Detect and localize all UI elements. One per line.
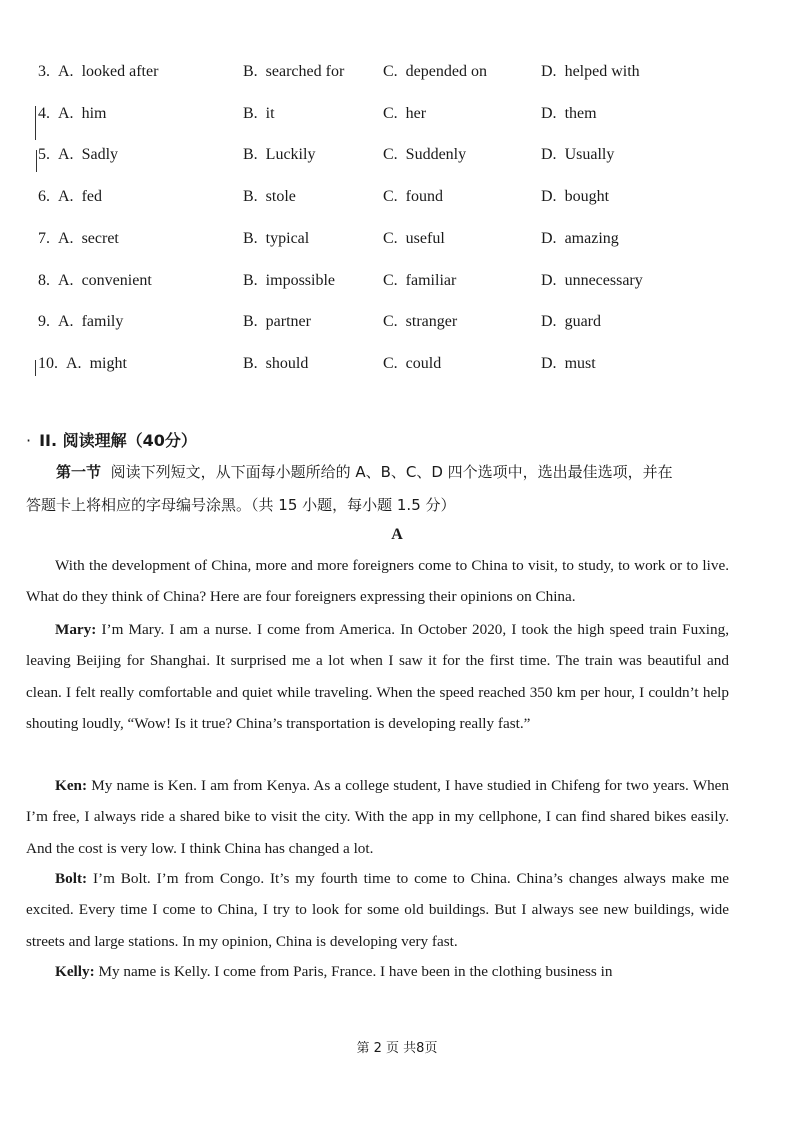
option-row xyxy=(0,230,794,258)
option-c xyxy=(383,146,466,164)
question-number: 3. xyxy=(38,63,50,80)
option-letter: C. xyxy=(383,105,398,122)
scan-mark xyxy=(36,150,37,172)
option-b xyxy=(243,63,344,81)
option-text: family xyxy=(81,313,124,330)
option-text: useful xyxy=(405,230,445,247)
option-text: searched for xyxy=(265,63,345,80)
option-letter: C. xyxy=(383,355,398,372)
option-d xyxy=(541,355,596,373)
option-d xyxy=(541,105,597,123)
option-text: might xyxy=(89,355,127,372)
option-letter: B. xyxy=(243,188,258,205)
option-c xyxy=(383,63,487,81)
option-letter: A. xyxy=(58,105,74,122)
option-letter: D. xyxy=(541,272,557,289)
option-text: convenient xyxy=(81,272,152,289)
option-letter: D. xyxy=(541,146,557,163)
option-text: should xyxy=(265,355,309,372)
option-row xyxy=(0,188,794,216)
option-a xyxy=(38,146,118,164)
option-a xyxy=(38,355,127,373)
option-letter: A. xyxy=(58,230,74,247)
option-b xyxy=(243,272,335,290)
option-a xyxy=(38,272,152,290)
option-text: Usually xyxy=(564,146,615,163)
option-text: impossible xyxy=(265,272,336,289)
speaker-paragraph-kelly xyxy=(26,956,729,987)
question-number: 4. xyxy=(38,105,50,122)
option-a xyxy=(38,313,123,331)
option-text: must xyxy=(564,355,596,372)
speaker-name: Mary: xyxy=(55,621,97,638)
option-text: bought xyxy=(564,188,610,205)
page-footer: 第 2 页 共8页 xyxy=(356,1041,438,1056)
option-letter: C. xyxy=(383,146,398,163)
option-b xyxy=(243,355,308,373)
option-text: Sadly xyxy=(81,146,119,163)
option-b xyxy=(243,313,311,331)
option-text: helped with xyxy=(564,63,640,80)
option-text: looked after xyxy=(81,63,159,80)
option-letter: D. xyxy=(541,230,557,247)
option-d xyxy=(541,272,643,290)
speaker-name: Ken: xyxy=(55,777,88,794)
option-d xyxy=(541,313,601,331)
option-a xyxy=(38,188,102,206)
option-text: it xyxy=(265,105,275,122)
section-bullet: · xyxy=(26,431,32,450)
option-text: depended on xyxy=(405,63,487,80)
part-label: 第一节 xyxy=(56,463,102,481)
option-letter: B. xyxy=(243,105,258,122)
option-text: stole xyxy=(265,188,296,205)
option-c xyxy=(383,230,445,248)
option-letter: B. xyxy=(243,313,258,330)
speaker-name: Kelly: xyxy=(55,963,95,980)
option-row xyxy=(0,105,794,133)
option-letter: D. xyxy=(541,313,557,330)
speaker-text: My name is Ken. I am from Kenya. As a college student, I have studied in Chifeng for two years. When I’m free, I always ride a shared bike to visit the city. With the app in my cellphone, I can find shared bikes easily. And the cost is very low. I think China has changed a lot. xyxy=(26,777,729,857)
option-letter: A. xyxy=(66,355,82,372)
option-row xyxy=(0,313,794,341)
option-text: stranger xyxy=(405,313,458,330)
speaker-text: I’m Mary. I am a nurse. I come from America. In October 2020, I took the high speed train Fuxing, leaving Beijing for Shanghai. It surprised me a lot when I saw it for the first time. The train was beautiful and clean. I felt really comfortable and quiet while traveling. When the speed reached 350 km per hour, I couldn’t help shouting loudly, “Wow! Is it true? China’s transportation is developing really fast.” xyxy=(26,621,729,733)
option-letter: B. xyxy=(243,146,258,163)
instruction-line-2 xyxy=(26,494,738,515)
speaker-paragraph-bolt xyxy=(26,863,729,957)
option-d xyxy=(541,146,614,164)
option-row xyxy=(0,272,794,300)
option-text: fed xyxy=(81,188,102,205)
question-number: 5. xyxy=(38,146,50,163)
option-row xyxy=(0,63,794,91)
option-letter: A. xyxy=(58,63,74,80)
section-title: II. 阅读理解（40分） xyxy=(39,431,197,450)
option-letter: B. xyxy=(243,63,258,80)
option-letter: B. xyxy=(243,272,258,289)
option-text: partner xyxy=(265,313,311,330)
option-letter: B. xyxy=(243,230,258,247)
option-letter: A. xyxy=(58,313,74,330)
option-d xyxy=(541,63,640,81)
speaker-paragraph-ken xyxy=(26,770,729,864)
question-number: 10. xyxy=(38,355,58,372)
option-c xyxy=(383,355,441,373)
question-number: 6. xyxy=(38,188,50,205)
passage-title: A xyxy=(391,526,403,543)
option-letter: A. xyxy=(58,272,74,289)
option-letter: D. xyxy=(541,188,557,205)
option-row xyxy=(0,355,794,383)
option-text: Suddenly xyxy=(405,146,467,163)
option-text: could xyxy=(405,355,442,372)
speaker-text: I’m Bolt. I’m from Congo. It’s my fourth time to come to China. China’s changes always make me excited. Every time I come to China, I try to look for some old buildings. But I always see new buildings, wide streets and large stations. In my opinion, China is developing very fast. xyxy=(26,870,730,950)
option-letter: D. xyxy=(541,63,557,80)
option-letter: D. xyxy=(541,105,557,122)
option-c xyxy=(383,272,456,290)
option-letter: C. xyxy=(383,272,398,289)
option-c xyxy=(383,188,443,206)
option-letter: C. xyxy=(383,230,398,247)
option-text: unnecessary xyxy=(564,272,643,289)
option-text: amazing xyxy=(564,230,619,247)
option-b xyxy=(243,188,296,206)
speaker-name: Bolt: xyxy=(55,870,88,887)
instruction-line-1 xyxy=(26,461,738,482)
option-d xyxy=(541,230,619,248)
question-number: 7. xyxy=(38,230,50,247)
passage-intro: With the development of China, more and more foreigners come to China to visit, to study, to work or to live. What do they think of China? Here are four foreigners expressing their opinions on China. xyxy=(26,557,729,606)
question-number: 8. xyxy=(38,272,50,289)
option-text: secret xyxy=(81,230,119,247)
scan-mark xyxy=(35,360,36,376)
option-row xyxy=(0,146,794,174)
option-c xyxy=(383,105,426,123)
option-text: typical xyxy=(265,230,310,247)
speaker-text: My name is Kelly. I come from Paris, France. I have been in the clothing business in xyxy=(98,963,613,980)
option-letter: A. xyxy=(58,146,74,163)
option-b xyxy=(243,230,309,248)
option-text: her xyxy=(405,105,427,122)
option-text: Luckily xyxy=(265,146,316,163)
option-d xyxy=(541,188,609,206)
option-letter: C. xyxy=(383,188,398,205)
option-b xyxy=(243,105,275,123)
option-b xyxy=(243,146,315,164)
option-letter: C. xyxy=(383,313,398,330)
option-text: found xyxy=(405,188,443,205)
option-c xyxy=(383,313,457,331)
option-a xyxy=(38,105,106,123)
option-text: them xyxy=(564,105,597,122)
option-text: him xyxy=(81,105,107,122)
option-text: familiar xyxy=(405,272,457,289)
option-letter: C. xyxy=(383,63,398,80)
option-text: guard xyxy=(564,313,601,330)
option-letter: A. xyxy=(58,188,74,205)
question-number: 9. xyxy=(38,313,50,330)
instruction-text-1: 阅读下列短文，从下面每小题所给的 A、B、C、D 四个选项中，选出最佳选项，并在 xyxy=(110,463,673,481)
instruction-text-2: 答题卡上将相应的字母编号涂黑。（共 15 小题，每小题 1.5 分） xyxy=(26,496,456,514)
option-letter: D. xyxy=(541,355,557,372)
section-heading xyxy=(26,428,197,451)
speaker-paragraph-mary xyxy=(26,614,729,740)
option-letter: B. xyxy=(243,355,258,372)
option-a xyxy=(38,63,158,81)
option-a xyxy=(38,230,119,248)
scan-mark xyxy=(35,106,36,140)
